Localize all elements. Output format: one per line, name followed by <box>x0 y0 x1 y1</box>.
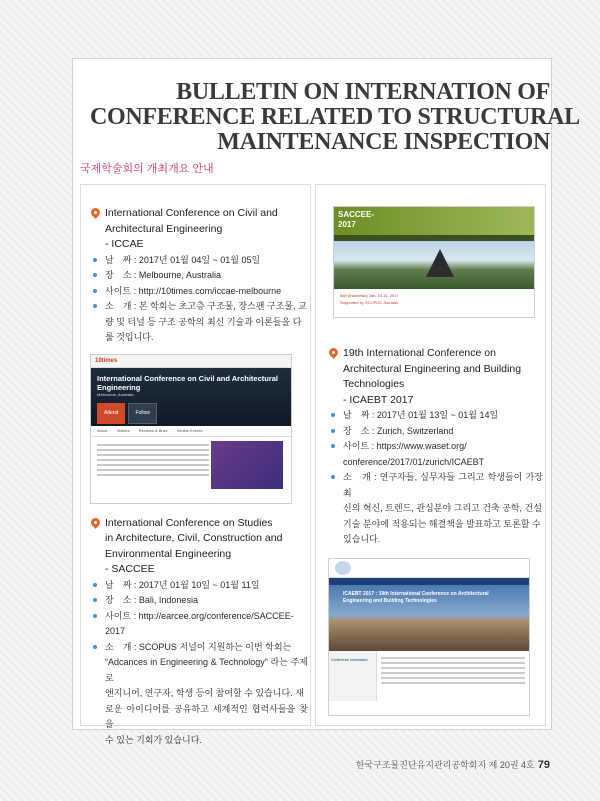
bullet-dot-icon <box>93 583 97 587</box>
site-hero <box>91 368 291 426</box>
site-link[interactable]: https://www.waset.org/ <box>376 441 467 451</box>
site-topbar <box>329 559 529 578</box>
location-pin-icon <box>89 206 102 219</box>
banner-line: Engineering and Building Technologies <box>343 597 437 604</box>
page-subtitle: 국제학술회의 개최개요 안내 <box>80 163 214 175</box>
site-name <box>338 210 374 230</box>
conference-place: 장 소 : Bali, Indonesia <box>90 593 308 609</box>
waset-logo-icon <box>335 561 351 575</box>
bullet-dot-icon <box>331 413 335 417</box>
description-line: 기술 분야에 적용되는 해결책을 발표하고 토론할 수 <box>343 518 541 529</box>
description-line: 룰 것입니다. <box>105 332 154 342</box>
site-header <box>334 207 534 235</box>
title-line: MAINTENANCE INSPECTION <box>217 129 550 155</box>
site-tab: Similar Events <box>176 427 203 433</box>
detail-label: 장 소 <box>343 425 370 436</box>
conference-title-line: - SACCEE <box>105 563 155 575</box>
right-column <box>328 346 543 716</box>
conference-title-line: - ICAEBT 2017 <box>343 393 414 406</box>
bullet-dot-icon <box>93 614 97 618</box>
description-line: “Adcances in Engineering & Technology” 라는 주제로 <box>105 657 308 683</box>
conference-description: 소 개 : 연구자들, 실무자들 그리고 학생들이 가장 최 신의 혁신, 트렌드, 관심분야 그리고 건축 공학, 건설 기술 분야에 적용되는 해결책을 발표하고 토론할 수 있습니다. <box>328 470 543 548</box>
iccae-website-screenshot <box>90 354 292 504</box>
site-ad-banner <box>211 441 283 489</box>
conference-title-line: Architectural Engineering and Building <box>343 362 522 375</box>
bullet-dot-icon <box>93 304 97 308</box>
bullet-dot-icon <box>93 598 97 602</box>
detail-label: 사이트 <box>105 285 132 296</box>
conference-icaebt <box>328 346 543 548</box>
conference-title-line: International Conference on Studies <box>105 516 273 529</box>
site-topbar <box>91 355 291 368</box>
site-tab: Visitors <box>116 427 130 433</box>
detail-value: 2017년 01월 04일 ~ 01월 05일 <box>138 254 261 265</box>
conference-place: 장 소 : Melbourne, Australia <box>90 268 308 284</box>
detail-value: Bali, Indonesia <box>138 595 198 605</box>
description-line: 로운 아이디어를 공유하고 세계적인 협력사들을 찾을 <box>105 703 308 729</box>
hero-subtitle: Melbourne, Australia <box>97 391 134 397</box>
conference-title-line: International Conference on Civil and <box>105 207 278 219</box>
description-line: 있습니다. <box>343 534 381 544</box>
conference-description: 소 개 : 본 학회는 초고층 구조물, 장스팬 구조물, 교 량 및 터널 등 구조 공학의 최신 기술과 이론들을 다 룰 것입니다. <box>90 299 308 346</box>
site-banner-image <box>334 241 534 289</box>
sidebar-title: Conference Information <box>331 657 368 662</box>
site-nav <box>329 578 529 585</box>
conference-iccae <box>90 206 308 346</box>
page-title <box>90 79 580 155</box>
conference-site: 사이트 : http://earcee.org/conference/SACCEE-2017 <box>90 609 308 640</box>
conference-date: 날 짜 : 2017년 01월 13일 ~ 01월 14일 <box>328 408 543 424</box>
bullet-dot-icon <box>331 444 335 448</box>
conference-title <box>90 516 308 578</box>
conference-title <box>90 206 308 253</box>
conference-title-line: in Architecture, Civil, Construction and <box>105 532 283 544</box>
conference-date: 날 짜 : 2017년 01월 04일 ~ 01월 05일 <box>90 253 308 269</box>
hero-title: International Conference on Civil and Architectural Engineering <box>97 373 279 392</box>
detail-label: 소 개 <box>105 641 132 652</box>
follow-button: Follow <box>128 403 156 425</box>
bullet-dot-icon <box>93 289 97 293</box>
site-link[interactable]: http://earcee.org/conference/SACCEE-2017 <box>105 610 294 636</box>
site-name-line: SACCEE- <box>338 210 375 219</box>
detail-value: Melbourne, Australia <box>138 270 221 280</box>
detail-label: 사이트 <box>105 610 132 621</box>
site-sidebar <box>329 651 377 701</box>
title-line: CONFERENCE RELATED TO STRUCTURAL <box>90 104 580 130</box>
site-caption <box>334 289 534 309</box>
detail-value: Zurich, Switzerland <box>376 425 454 436</box>
site-tab: About <box>97 427 108 433</box>
saccee-website-screenshot <box>333 206 535 318</box>
bullet-dot-icon <box>93 273 97 277</box>
detail-label: 날 짜 <box>105 254 132 265</box>
site-tab: Reviews & Buzz <box>138 427 168 433</box>
header-band <box>0 0 600 58</box>
bullet-dot-icon <box>93 645 97 649</box>
description-line: 본 학회는 초고층 구조물, 장스팬 구조물, 교 <box>138 301 307 311</box>
conference-title-line: - ICCAE <box>105 238 144 250</box>
detail-label: 소 개 <box>343 472 371 482</box>
site-text-block <box>97 444 209 476</box>
conference-title-line: 19th International Conference on <box>343 347 496 359</box>
conference-title-line: Environmental Engineering <box>105 547 232 560</box>
site-link[interactable]: http://10times.com/iccae-melbourne <box>138 285 282 296</box>
page-number: 79 <box>537 759 550 771</box>
conference-description: 소 개 : SCOPUS 저널이 지원하는 이번 학회는 “Adcances in Engineering & Technology” 라는 주제로 엔지니어, 연구자, 학생 등이 참여할 수 있습니다. 새 로운 아이디어를 공유하고 세계적인 협력사들을 찾을 수 있는 기회가 있습니다. <box>90 640 308 749</box>
conference-place: 장 소 : Zurich, Switzerland <box>328 424 543 440</box>
detail-label: 장 소 <box>105 270 132 280</box>
conference-title <box>328 346 543 408</box>
caption-line: Bali (Indonesia) Jan. 10-11, 2017 <box>340 293 399 298</box>
banner-text <box>343 591 489 605</box>
detail-label: 소 개 <box>105 301 132 311</box>
caption-line: Supported by SCOPUS Journals <box>340 300 399 305</box>
site-name-line: 2017 <box>338 220 356 229</box>
page-footer <box>356 758 550 771</box>
conference-title-line: Technologies <box>343 378 405 390</box>
conference-saccee <box>90 516 308 749</box>
attend-button: Attend <box>97 403 125 425</box>
journal-name: 한국구조물진단유지관리공학회지 제 20권 4호 <box>355 760 535 770</box>
detail-label: 날 짜 <box>343 410 370 420</box>
site-banner-image <box>329 585 529 651</box>
site-tabs <box>91 426 291 437</box>
pagoda-shape <box>426 249 454 277</box>
detail-value: 2017년 01월 13일 ~ 01월 14일 <box>376 410 499 420</box>
description-line: 연구자들, 실무자들 그리고 학생들이 가장 최 <box>343 472 543 498</box>
detail-label: 사이트 <box>343 441 370 451</box>
site-text-block <box>377 651 529 701</box>
bullet-dot-icon <box>331 475 335 479</box>
icaebt-website-screenshot <box>328 558 530 716</box>
conference-date: 날 짜 : 2017년 01월 10일 ~ 01월 11일 <box>90 578 308 594</box>
description-line: 수 있는 기회가 있습니다. <box>105 734 202 745</box>
location-pin-icon <box>327 346 340 359</box>
conference-site: 사이트 : http://10times.com/iccae-melbourne <box>90 284 308 300</box>
description-line: SCOPUS 저널이 지원하는 이번 학회는 <box>138 641 292 652</box>
conference-site: 사이트 : https://www.waset.org/ conference/2017/01/zurich/ICAEBT <box>328 439 543 470</box>
detail-label: 날 짜 <box>105 579 132 590</box>
location-pin-icon <box>89 516 102 529</box>
title-line: BULLETIN ON INTERNATION OF <box>176 79 550 105</box>
detail-value: 2017년 01월 10일 ~ 01월 11일 <box>138 579 260 590</box>
banner-line: ICAEBT 2017 : 19th International Conference on Architectural <box>343 590 489 597</box>
detail-label: 장 소 <box>105 595 132 605</box>
description-line: 량 및 터널 등 구조 공학의 최신 기술과 이론들을 다 <box>105 316 302 327</box>
left-column <box>90 206 308 750</box>
bullet-dot-icon <box>93 258 97 262</box>
site-logo: 10times <box>95 357 118 364</box>
conference-title-line: Architectural Engineering <box>105 222 223 235</box>
site-link[interactable]: conference/2017/01/zurich/ICAEBT <box>343 456 485 467</box>
bullet-dot-icon <box>331 429 335 433</box>
description-line: 엔지니어, 연구자, 학생 등이 참여할 수 있습니다. 새 <box>105 688 304 698</box>
description-line: 신의 혁신, 트렌드, 관심분야 그리고 건축 공학, 건설 <box>343 503 542 513</box>
